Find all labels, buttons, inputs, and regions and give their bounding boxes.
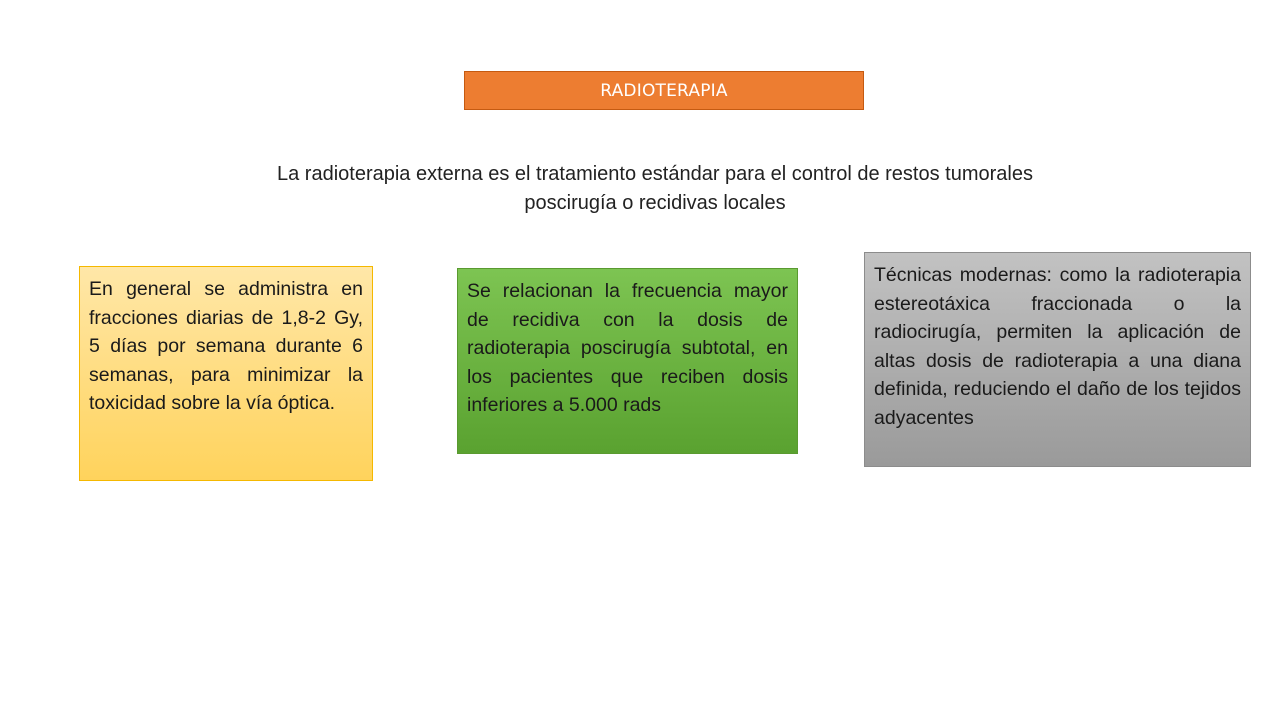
dosing-box	[79, 266, 373, 481]
techniques-box	[864, 252, 1251, 467]
page-title: RADIOTERAPIA	[600, 80, 728, 101]
title-box	[464, 71, 864, 110]
techniques-text: Técnicas modernas: como la radioterapia estereotáxica fraccionada o la radiocirugía, permiten la aplicación de altas dosis de radioterapia a una diana definida, reduciendo el daño de los tejidos adyacentes	[874, 264, 1241, 429]
recurrence-box	[457, 268, 798, 454]
dosing-text: En general se administra en fracciones diarias de 1,8-2 Gy, 5 días por semana durante 6 semanas, para minimizar la toxicidad sobre la vía óptica.	[89, 278, 363, 414]
intro-text: La radioterapia externa es el tratamiento estándar para el control de restos tumorales poscirugía o recidivas locales	[277, 163, 1033, 214]
recurrence-text: Se relacionan la frecuencia mayor de recidiva con la dosis de radioterapia poscirugía subtotal, en los pacientes que reciben dosis inferiores a 5.000 rads	[467, 280, 788, 416]
